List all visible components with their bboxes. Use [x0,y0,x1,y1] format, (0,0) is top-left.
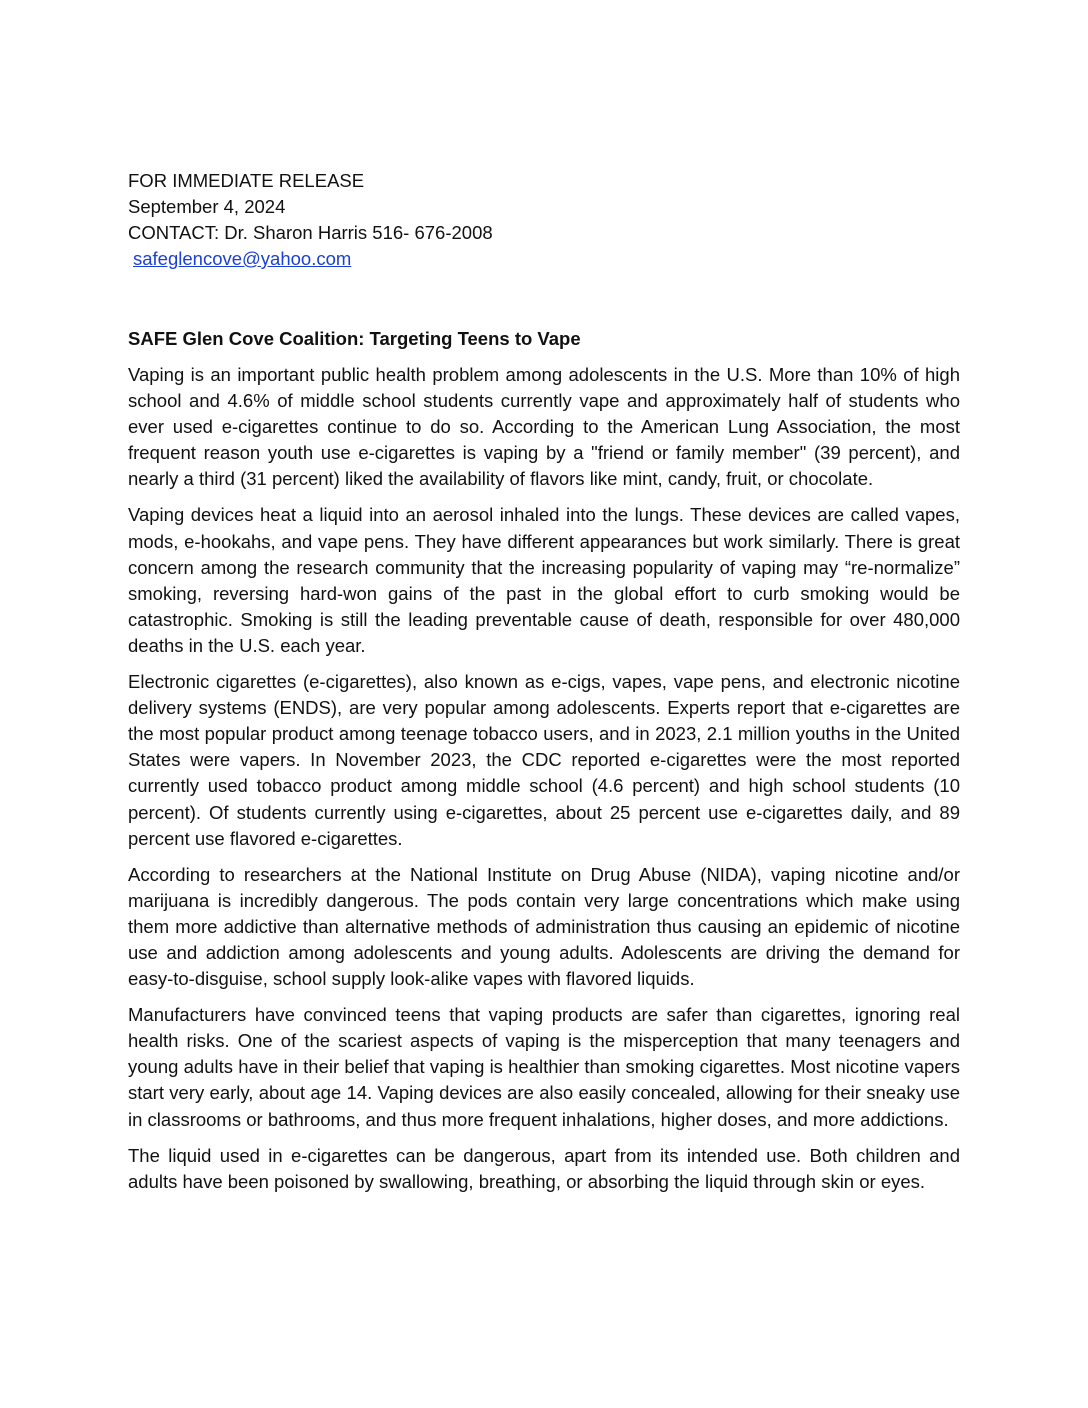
press-release-page [128,168,960,1195]
press-release-headline: SAFE Glen Cove Coalition: Targeting Teens to Vape [128,328,581,349]
body-paragraph: According to researchers at the National Institute on Drug Abuse (NIDA), vaping nicotine and/or marijuana is incredibly dangerous. The pods contain very large concentrations which make using them more addictive than alternative methods of administration thus causing an epidemic of nicotine use and addiction among adolescents and young adults. Adolescents are driving the demand for easy-to-disguise, school supply look-alike vapes with flavored liquids. [128,863,960,990]
body-paragraph: Vaping is an important public health problem among adolescents in the U.S. More than 10% of high school and 4.6% of middle school students currently vape and approximately half of students who ever used e-cigarettes continue to do so. According to the American Lung Association, the most frequent reason youth use e-cigarettes is vaping by a "friend or family member" (39 percent), and nearly a third (31 percent) liked the availability of flavors like mint, candy, fruit, or chocolate. [128,364,960,490]
email-link[interactable]: safeglencove@yahoo.com [133,248,352,269]
email-line [128,246,960,272]
release-date: September 4, 2024 [128,196,286,217]
body-paragraph: The liquid used in e-cigarettes can be dangerous, apart from its intended use. Both children and adults have been poisoned by swallowing, breathing, or absorbing the liquid through skin or eyes. [128,1144,960,1192]
body-paragraph: Vaping devices heat a liquid into an aerosol inhaled into the lungs. These devices are called vapes, mods, e-hookahs, and vape pens. They have different appearances but work similarly. There is great concern among the research community that the increasing popularity of vaping may “re-normalize” smoking, reversing hard-won gains of the past in the global effort to curb smoking would be catastrophic. Smoking is still the leading preventable cause of death, responsible for over 480,000 deaths in the U.S. each year. [128,504,960,656]
contact-line: CONTACT: Dr. Sharon Harris 516- 676-2008 [128,222,493,243]
body-paragraph: Manufacturers have convinced teens that vaping products are safer than cigarettes, ignoring real health risks. One of the scariest aspects of vaping is the misperception that many teenagers and young adults have in their belief that vaping is healthier than smoking cigarettes. Most nicotine vapers start very early, about age 14. Vaping devices are also easily concealed, allowing for their sneaky use in classrooms or bathrooms, and thus more frequent inhalations, higher doses, and more addictions. [128,1004,960,1130]
release-label: FOR IMMEDIATE RELEASE [128,170,365,191]
body-paragraph: Electronic cigarettes (e-cigarettes), also known as e-cigs, vapes, vape pens, and electronic nicotine delivery systems (ENDS), are very popular among adolescents. Experts report that e-cigarettes are the most popular product among teenage tobacco users, and in 2023, 2.1 million youths in the United States were vapers. In November 2023, the CDC reported e-cigarettes were the most reported currently used tobacco product among middle school (4.6 percent) and high school students (10 percent). Of students currently using e-cigarettes, about 25 percent use e-cigarettes daily, and 89 percent use flavored e-cigarettes. [128,671,960,849]
